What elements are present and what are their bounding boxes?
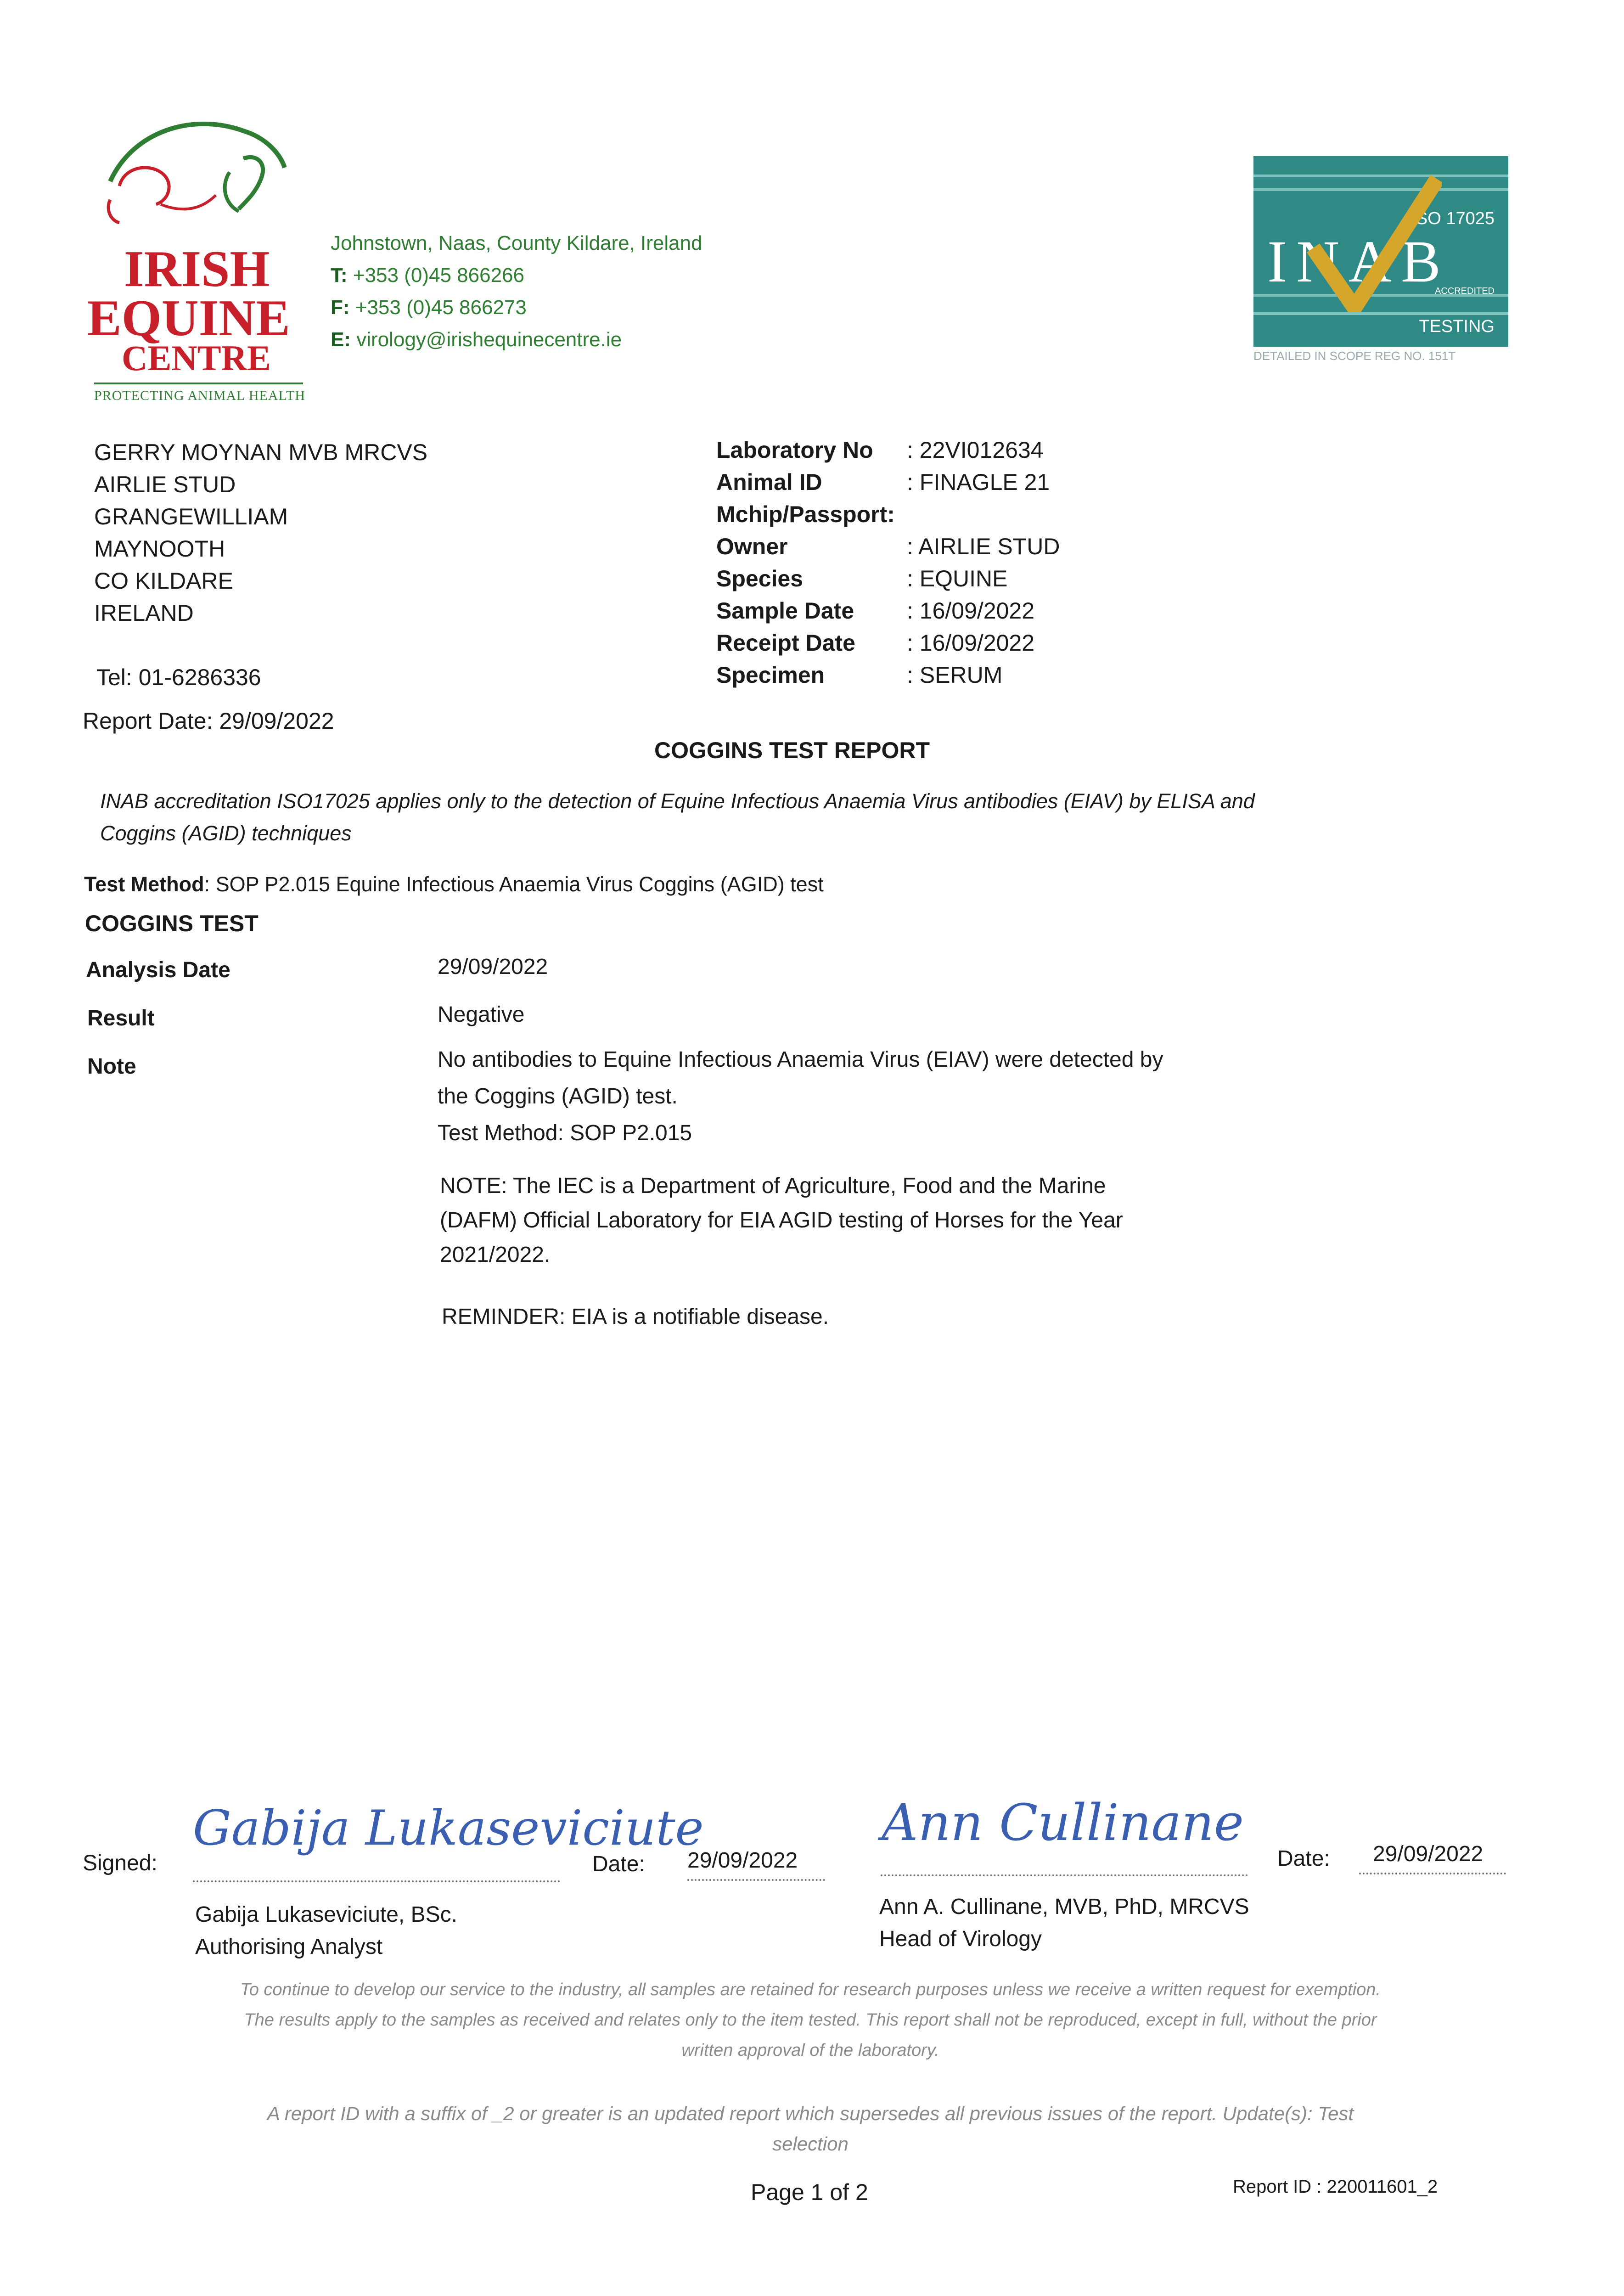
checkmark-icon bbox=[1304, 174, 1442, 312]
lab-label: Receipt Date bbox=[716, 630, 855, 656]
tel-label: T: bbox=[331, 264, 348, 287]
footer-update-note bbox=[152, 2099, 1469, 2159]
recipient-line: CO KILDARE bbox=[94, 568, 233, 594]
lab-label: Sample Date bbox=[716, 598, 854, 624]
left-signature: Gabija Lukaseviciute bbox=[193, 1800, 704, 1856]
lab-value: : FINAGLE 21 bbox=[907, 469, 1050, 495]
logo-tagline: PROTECTING ANIMAL HEALTH bbox=[94, 388, 306, 403]
fax-label: F: bbox=[331, 296, 350, 319]
analysis-date-label: Analysis Date bbox=[86, 958, 230, 982]
lab-label: Species bbox=[716, 566, 804, 591]
recipient-address bbox=[94, 436, 427, 629]
lab-value: : AIRLIE STUD bbox=[907, 534, 1060, 559]
badge-brand: INAB bbox=[1267, 229, 1450, 295]
test-method bbox=[84, 872, 824, 896]
update-line: A report ID with a suffix of _2 or greater is an updated report which supersedes all previous issues of the report. Update(s): Test bbox=[267, 2103, 1354, 2124]
left-signature-line bbox=[193, 1880, 560, 1882]
note-text bbox=[438, 1041, 1540, 1152]
result-value: Negative bbox=[438, 1002, 525, 1027]
note-line: the Coggins (AGID) test. bbox=[438, 1084, 678, 1109]
recipient-line: GRANGEWILLIAM bbox=[94, 504, 288, 529]
lab-value: : EQUINE bbox=[907, 566, 1008, 591]
left-signatory-role: Authorising Analyst bbox=[195, 1935, 383, 1959]
badge-scope: DETAILED IN SCOPE REG NO. 151T bbox=[1253, 349, 1456, 363]
logo-line-irish: IRISH bbox=[124, 241, 270, 298]
lab-value: : 16/09/2022 bbox=[907, 630, 1035, 656]
logo-line-centre: CENTRE bbox=[122, 338, 271, 378]
page-number: Page 1 of 2 bbox=[751, 2179, 868, 2205]
dafm-notice bbox=[440, 1169, 1542, 1272]
contact-tel: +353 (0)45 866266 bbox=[353, 264, 524, 287]
right-signature-line bbox=[881, 1874, 1248, 1876]
footer-disclaimer bbox=[152, 1975, 1469, 2065]
result-label: Result bbox=[87, 1006, 155, 1030]
test-method-label: Test Method bbox=[84, 872, 204, 896]
signed-label: Signed: bbox=[83, 1851, 157, 1875]
reminder: REMINDER: EIA is a notifiable disease. bbox=[442, 1305, 829, 1329]
contact-address: Johnstown, Naas, County Kildare, Ireland bbox=[331, 232, 702, 254]
notice-line: 2021/2022. bbox=[440, 1243, 551, 1267]
lab-label: Owner bbox=[716, 534, 788, 559]
accreditation-note bbox=[100, 785, 1569, 850]
update-line: selection bbox=[772, 2133, 849, 2155]
note-line: No antibodies to Equine Infectious Anaemia Virus (EIAV) were detected by bbox=[438, 1047, 1163, 1072]
right-date-line bbox=[1359, 1873, 1506, 1874]
right-signatory-role: Head of Virology bbox=[879, 1927, 1042, 1951]
report-title: COGGINS TEST REPORT bbox=[654, 737, 930, 763]
lab-value: : SERUM bbox=[907, 662, 1003, 688]
note-label: Note bbox=[87, 1054, 136, 1079]
horse-icon bbox=[92, 113, 303, 241]
logo-divider bbox=[94, 383, 303, 384]
section-title: COGGINS TEST bbox=[85, 911, 258, 936]
notice-line: NOTE: The IEC is a Department of Agriculture, Food and the Marine bbox=[440, 1174, 1106, 1198]
note-line: Test Method: SOP P2.015 bbox=[438, 1121, 692, 1145]
lab-value: : 16/09/2022 bbox=[907, 598, 1035, 624]
contact-fax: +353 (0)45 866273 bbox=[355, 296, 527, 319]
accreditation-note-line: Coggins (AGID) techniques bbox=[100, 822, 352, 845]
left-signatory-name: Gabija Lukaseviciute, BSc. bbox=[195, 1902, 457, 1927]
irish-equine-centre-logo bbox=[87, 113, 308, 416]
recipient-line: GERRY MOYNAN MVB MRCVS bbox=[94, 439, 428, 465]
badge-accredited: ACCREDITED bbox=[1434, 286, 1495, 296]
lab-value: : 22VI012634 bbox=[907, 437, 1044, 463]
contact-block bbox=[331, 227, 790, 356]
lab-details bbox=[716, 434, 1129, 691]
email-label: E: bbox=[331, 328, 351, 351]
contact-email: virology@irishequinecentre.ie bbox=[356, 328, 622, 351]
right-signature: Ann Cullinane bbox=[882, 1793, 1244, 1852]
recipient-tel: Tel: 01-6286336 bbox=[96, 664, 261, 690]
badge-iso: ISO 17025 bbox=[1411, 209, 1495, 228]
analysis-date-value: 29/09/2022 bbox=[438, 955, 548, 979]
disclaimer-line: written approval of the laboratory. bbox=[681, 2041, 939, 2060]
right-date-label: Date: bbox=[1277, 1846, 1330, 1871]
left-date: 29/09/2022 bbox=[687, 1848, 798, 1873]
lab-label: Mchip/Passport: bbox=[716, 501, 895, 527]
recipient-line: IRELAND bbox=[94, 600, 194, 626]
accreditation-note-line: INAB accreditation ISO17025 applies only to the detection of Equine Infectious Anaemia Virus antibodies (EIAV) by ELISA and bbox=[100, 789, 1255, 813]
test-method-value: : SOP P2.015 Equine Infectious Anaemia Virus Coggins (AGID) test bbox=[204, 872, 824, 896]
inab-accreditation-badge bbox=[1253, 156, 1511, 372]
lab-label: Specimen bbox=[716, 662, 825, 688]
lab-label: Animal ID bbox=[716, 469, 822, 495]
badge-testing: TESTING bbox=[1419, 317, 1495, 336]
logo-line-equine: EQUINE bbox=[87, 290, 290, 347]
left-date-label: Date: bbox=[592, 1852, 645, 1876]
right-date: 29/09/2022 bbox=[1373, 1842, 1484, 1866]
report-date: Report Date: 29/09/2022 bbox=[83, 708, 334, 734]
recipient-line: AIRLIE STUD bbox=[94, 472, 236, 497]
disclaimer-line: The results apply to the samples as received and relates only to the item tested. This report shall not be reproduced, except in full, without the prior bbox=[244, 2010, 1377, 2030]
lab-label: Laboratory No bbox=[716, 437, 873, 463]
left-date-line bbox=[687, 1879, 825, 1881]
recipient-line: MAYNOOTH bbox=[94, 536, 225, 562]
report-id: Report ID : 220011601_2 bbox=[1233, 2177, 1438, 2197]
disclaimer-line: To continue to develop our service to the industry, all samples are retained for research purposes unless we receive a written request for exemption. bbox=[240, 1980, 1381, 1999]
notice-line: (DAFM) Official Laboratory for EIA AGID testing of Horses for the Year bbox=[440, 1208, 1123, 1232]
right-signatory-name: Ann A. Cullinane, MVB, PhD, MRCVS bbox=[879, 1895, 1249, 1919]
